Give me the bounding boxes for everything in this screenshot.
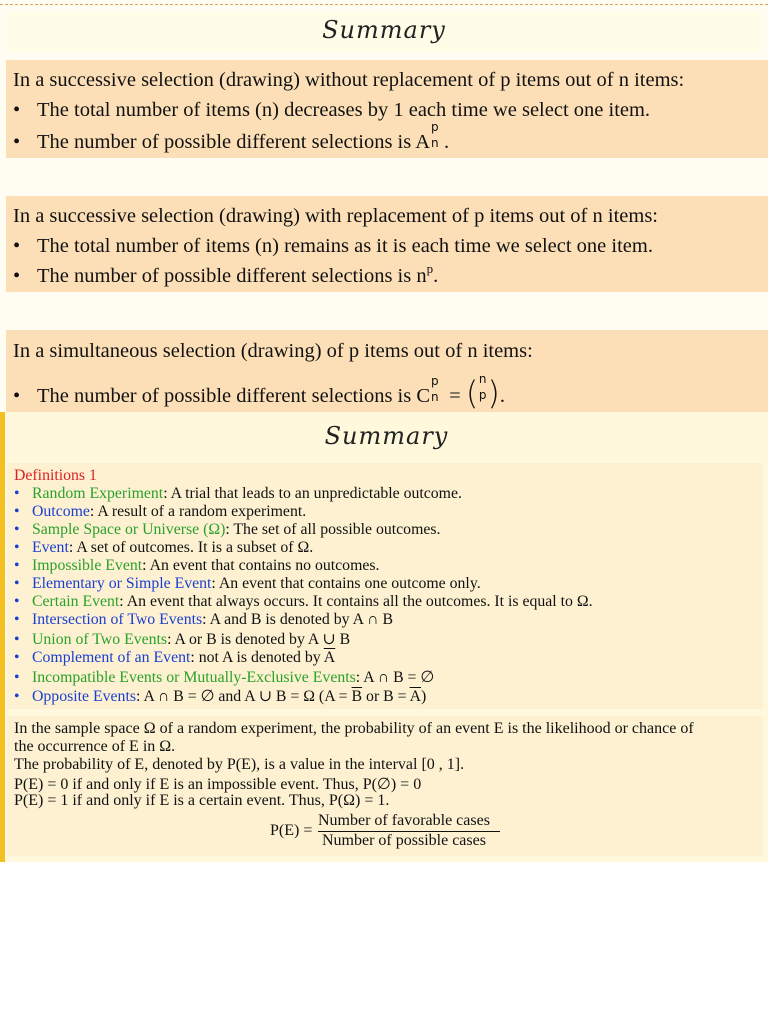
bullet: • bbox=[13, 131, 21, 153]
simultaneous-box bbox=[6, 330, 768, 412]
definition-sample-space: • Sample Space or Universe (Ω): The set of all possible outcomes. bbox=[14, 521, 441, 538]
with-replacement-box bbox=[6, 196, 768, 292]
with-replacement-point-1: • The total number of items (n) remains as it is each time we select one item. bbox=[13, 235, 653, 257]
arrangement-indices: p n bbox=[431, 120, 439, 150]
probability-line-4: P(E) = 0 if and only if E is an impossible event. Thus, P(∅) = 0 bbox=[14, 776, 422, 793]
page-title-2: Summary bbox=[324, 422, 449, 450]
probability-line-2: the occurrence of E in Ω. bbox=[14, 738, 176, 755]
top-dashed-divider bbox=[0, 4, 768, 5]
definition-intersection: • Intersection of Two Events: A and B is denoted by A ∩ B bbox=[14, 611, 394, 628]
power-exponent: p bbox=[426, 261, 434, 276]
without-replacement-intro: In a successive selection (drawing) without replacement of p items out of n items: bbox=[13, 69, 685, 91]
definition-complement: • Complement of an Event: not A is denoted by $\overline{A}$ bbox=[14, 649, 336, 666]
without-replacement-point-2: • The number of possible different selections is A p n . bbox=[13, 120, 450, 153]
title-bar bbox=[6, 12, 762, 52]
formula-lhs: P(E) = bbox=[270, 822, 313, 839]
probability-line-5: P(E) = 1 if and only if E is a certain event. Thus, P(Ω) = 1. bbox=[14, 792, 390, 809]
formula-numerator: Number of favorable cases bbox=[318, 812, 490, 829]
probability-line-3: The probability of E, denoted by P(E), is a value in the interval [0 , 1]. bbox=[14, 756, 465, 773]
definition-random-experiment: • Random Experiment: A trial that leads to an unpredictable outcome. bbox=[14, 485, 462, 502]
definition-impossible-event: • Impossible Event: An event that contains no outcomes. bbox=[14, 557, 380, 574]
formula-denominator: Number of possible cases bbox=[322, 832, 486, 849]
definitions-box bbox=[7, 463, 763, 709]
page-title: Summary bbox=[322, 16, 446, 44]
with-replacement-intro: In a successive selection (drawing) with replacement of p items out of n items: bbox=[13, 205, 658, 227]
without-replacement-box bbox=[6, 60, 768, 158]
definition-opposite-events: • Opposite Events: A ∩ B = ∅ and A ∪ B = Ω ($A = \overline{B}$ or $B = \overline{A}$) bbox=[14, 688, 427, 705]
with-replacement-point-2: • The number of possible different selections is $n^p$. bbox=[13, 261, 439, 287]
definitions-heading: Definitions 1 bbox=[14, 467, 97, 484]
definition-union: • Union of Two Events: A or B is denoted by A ∪ B bbox=[14, 631, 351, 648]
binomial-coefficient: ( n p ) bbox=[465, 372, 500, 412]
bullet: • bbox=[13, 385, 21, 407]
bullet: • bbox=[13, 235, 21, 257]
probability-line-1: In the sample space Ω of a random experiment, the probability of an event E is the likelihood or chance of bbox=[14, 720, 694, 737]
definition-event: • Event: A set of outcomes. It is a subset of Ω. bbox=[14, 539, 314, 556]
bullet: • bbox=[13, 99, 21, 121]
definition-outcome: • Outcome: A result of a random experiment. bbox=[14, 503, 307, 520]
simultaneous-point-1: • The number of possible different selections is C p n = ( n p ) . bbox=[13, 372, 505, 412]
without-replacement-point-1: • The total number of items (n) decreases by 1 each time we select one item. bbox=[13, 99, 651, 121]
simultaneous-intro: In a simultaneous selection (drawing) of p items out of n items: bbox=[13, 340, 533, 362]
definition-certain-event: • Certain Event: An event that always occurs. It contains all the outcomes. It is equal to Ω. bbox=[14, 593, 593, 610]
definition-incompatible-events: • Incompatible Events or Mutually-Exclusive Events: A ∩ B = ∅ bbox=[14, 669, 435, 686]
combination-indices: p n bbox=[431, 374, 439, 404]
summary-slide-1 bbox=[0, 0, 768, 412]
bullet: • bbox=[13, 265, 21, 287]
definition-elementary-event: • Elementary or Simple Event: An event that contains one outcome only. bbox=[14, 575, 481, 592]
